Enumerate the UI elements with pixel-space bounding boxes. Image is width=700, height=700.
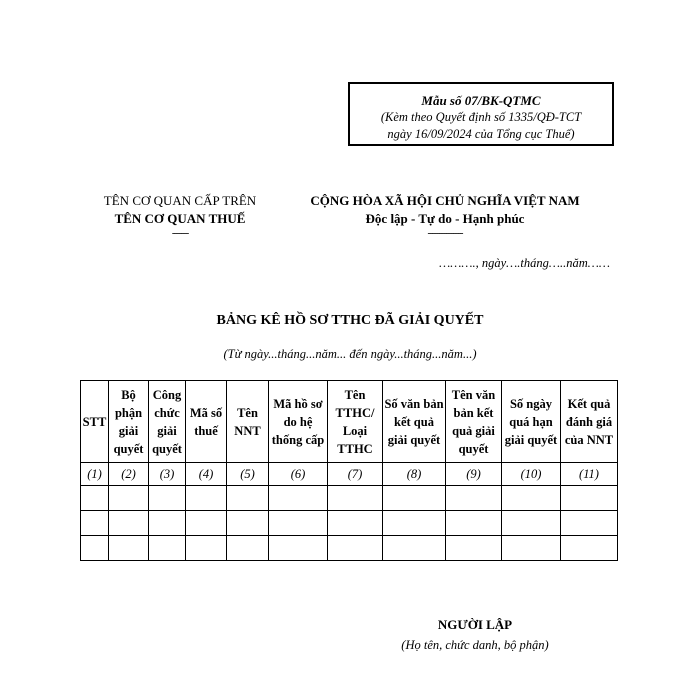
table-cell [502, 486, 561, 511]
col-header-department: Bộ phận giải quyết [109, 381, 149, 463]
agency-divider: ------- [171, 228, 189, 239]
col-number: (3) [149, 463, 186, 486]
table-cell [446, 511, 502, 536]
table-cell [561, 486, 618, 511]
form-reference-line-1: (Kèm theo Quyết định số 1335/QĐ-TCT [380, 110, 582, 124]
col-header-result-doc-number: Số văn bản kết quả giải quyết [383, 381, 446, 463]
national-header [282, 192, 608, 240]
parent-agency-name: TÊN CƠ QUAN CẤP TRÊN [103, 193, 257, 208]
col-header-result-doc-name: Tên văn bản kết quả giải quyết [446, 381, 502, 463]
table-cell [328, 511, 383, 536]
col-number: (6) [269, 463, 328, 486]
col-number: (8) [383, 463, 446, 486]
table-cell [269, 486, 328, 511]
records-table [80, 380, 618, 561]
table-cell [109, 511, 149, 536]
signer-note: (Họ tên, chức danh, bộ phận) [401, 638, 549, 652]
table-cell [328, 536, 383, 561]
col-number: (11) [561, 463, 618, 486]
table-cell [186, 536, 227, 561]
national-title: CỘNG HÒA XÃ HỘI CHỦ NGHĨA VIỆT NAM [310, 193, 580, 208]
col-number: (1) [81, 463, 109, 486]
table-cell [383, 486, 446, 511]
table-row [81, 536, 618, 561]
table-cell [186, 511, 227, 536]
col-header-overdue-days: Số ngày quá hạn giải quyết [502, 381, 561, 463]
table-cell [109, 486, 149, 511]
table-cell [383, 536, 446, 561]
table-cell [446, 536, 502, 561]
table-cell [446, 486, 502, 511]
table-cell [109, 536, 149, 561]
table-row [81, 511, 618, 536]
signer-block [370, 615, 580, 655]
col-header-dossier-code: Mã hồ sơ do hệ thống cấp [269, 381, 328, 463]
reporting-period: (Từ ngày...tháng...năm... đến ngày...tháng...năm...) [223, 347, 477, 361]
col-header-procedure: Tên TTHC/ Loại TTHC [328, 381, 383, 463]
table-cell [269, 536, 328, 561]
col-header-tax-code: Mã số thuế [186, 381, 227, 463]
table-cell [227, 511, 269, 536]
col-header-taxpayer-rating: Kết quả đánh giá của NNT [561, 381, 618, 463]
table-cell [227, 486, 269, 511]
table-header-row [81, 381, 618, 463]
col-number: (10) [502, 463, 561, 486]
table-number-row [81, 463, 618, 486]
national-motto: Độc lập - Tự do - Hạnh phúc [365, 211, 525, 226]
table-cell [227, 536, 269, 561]
form-code: Mẫu số 07/BK-QTMC [421, 93, 541, 108]
table-cell [502, 511, 561, 536]
col-number: (7) [328, 463, 383, 486]
table-cell [328, 486, 383, 511]
table-cell [81, 486, 109, 511]
table-cell [149, 536, 186, 561]
table-cell [81, 536, 109, 561]
col-number: (5) [227, 463, 269, 486]
form-reference-line-2: ngày 16/09/2024 của Tổng cục Thuế) [387, 127, 575, 141]
signer-role: NGƯỜI LẬP [437, 617, 513, 632]
national-divider: --------------- [427, 228, 463, 239]
col-number: (9) [446, 463, 502, 486]
col-header-officer: Công chức giải quyết [149, 381, 186, 463]
table-cell [383, 511, 446, 536]
form-code-box [348, 82, 614, 146]
table-cell [81, 511, 109, 536]
table-row [81, 486, 618, 511]
table-cell [502, 536, 561, 561]
tax-agency-name: TÊN CƠ QUAN THUẾ [114, 211, 246, 226]
table-cell [561, 536, 618, 561]
col-header-taxpayer-name: Tên NNT [227, 381, 269, 463]
col-header-stt: STT [81, 381, 109, 463]
date-line: ………., ngày….tháng…..năm…… [439, 256, 610, 270]
document-title: BẢNG KÊ HỒ SƠ TTHC ĐÃ GIẢI QUYẾT [216, 313, 484, 328]
table-cell [269, 511, 328, 536]
col-number: (4) [186, 463, 227, 486]
col-number: (2) [109, 463, 149, 486]
table-cell [149, 486, 186, 511]
table-cell [561, 511, 618, 536]
table-cell [186, 486, 227, 511]
table-cell [149, 511, 186, 536]
agency-header [80, 192, 280, 240]
